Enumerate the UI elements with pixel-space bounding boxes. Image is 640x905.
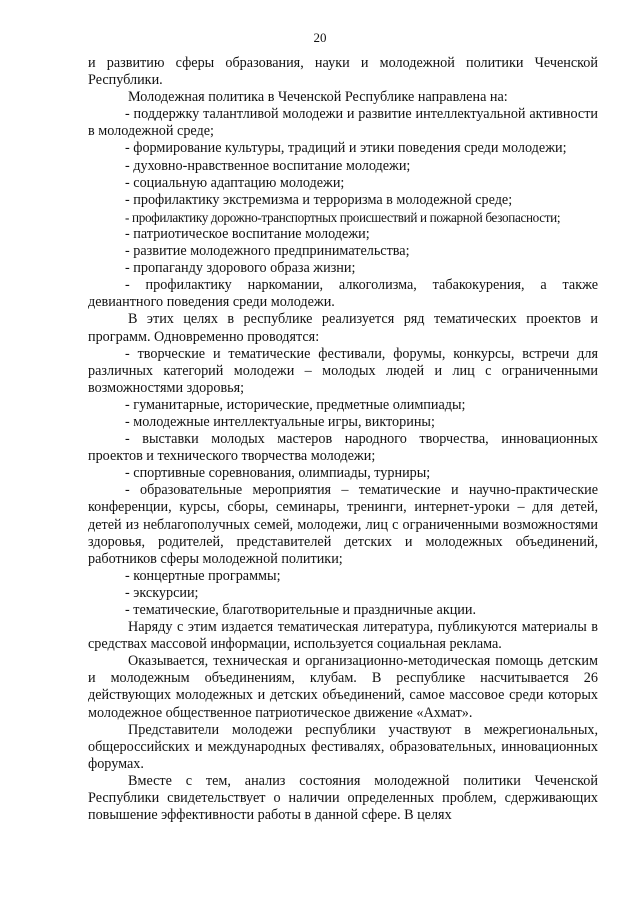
paragraph: Молодежная политика в Чеченской Республике направлена на:: [128, 89, 508, 106]
list-item: - профилактику экстремизма и терроризма в молодежной среде;: [125, 191, 513, 208]
list-item: - образовательные мероприятия – тематические и научно-практические конференции, курсы, сборы, семинары, тренинги, интернет-уроки – для детей, детей из неблагополучных семей, молодежи, лиц с ограниченными возможностями здоровья, родителей, представителей детских и молодежных объединений, работников сферы молодежной политики;: [88, 482, 598, 567]
document-body: [88, 55, 598, 824]
list-item: - выставки молодых мастеров народного творчества, инновационных проектов и технического творчества молодежи;: [88, 431, 598, 465]
list-item: - концертные программы;: [125, 567, 281, 584]
list-item: - поддержку талантливой молодежи и развитие интеллектуальной активности в молодежной среде;: [88, 106, 598, 140]
list-item: - экскурсии;: [125, 584, 199, 601]
list-item: - патриотическое воспитание молодежи;: [125, 225, 370, 242]
list-item: - социальную адаптацию молодежи;: [125, 174, 345, 191]
list-item: - развитие молодежного предпринимательства;: [125, 243, 410, 260]
list-item: - молодежные интеллектуальные игры, викторины;: [125, 413, 435, 430]
paragraph: Вместе с тем, анализ состояния молодежной политики Чеченской Республики свидетельствует о наличии определенных проблем, сдерживающих повышение эффективности работы в данной сфере. В целях: [88, 772, 598, 824]
paragraph: Оказывается, техническая и организационно-методическая помощь детским и молодежным объединениям, клубам. В республике насчитывается 26 действующих молодежных и детских объединений, самое массовое среди которых молодежное общественное патриотическое движение «Ахмат».: [88, 653, 598, 721]
list-item: - гуманитарные, исторические, предметные олимпиады;: [125, 396, 466, 413]
list-item: - профилактику дорожно-транспортных происшествий и пожарной безопасности;: [125, 209, 561, 225]
list-item: - формирование культуры, традиций и этики поведения среди молодежи;: [125, 140, 567, 157]
list-item: - спортивные соревнования, олимпиады, турниры;: [125, 465, 431, 482]
list-item: - тематические, благотворительные и праздничные акции.: [125, 602, 477, 618]
list-item: - духовно-нравственное воспитание молодежи;: [125, 157, 411, 174]
list-item: - творческие и тематические фестивали, форумы, конкурсы, встречи для различных категорий молодежи – молодых людей и лиц с ограниченными возможностями здоровья;: [88, 345, 598, 396]
paragraph: и развитию сферы образования, науки и молодежной политики Чеченской Республики.: [88, 55, 598, 89]
list-item: - пропаганду здорового образа жизни;: [125, 260, 356, 277]
paragraph: Наряду с этим издается тематическая литература, публикуются материалы в средствах массовой информации, используется социальная реклама.: [88, 619, 598, 653]
list-item: - профилактику наркомании, алкоголизма, табакокурения, а также девиантного поведения среди молодежи.: [88, 277, 598, 311]
page-number: 20: [313, 30, 327, 45]
paragraph: В этих целях в республике реализуется ряд тематических проектов и программ. Одновременно проводятся:: [88, 311, 598, 345]
paragraph: Представители молодежи республики участвуют в межрегиональных, общероссийских и международных фестивалях, образовательных, инновационных форумах.: [88, 721, 598, 772]
